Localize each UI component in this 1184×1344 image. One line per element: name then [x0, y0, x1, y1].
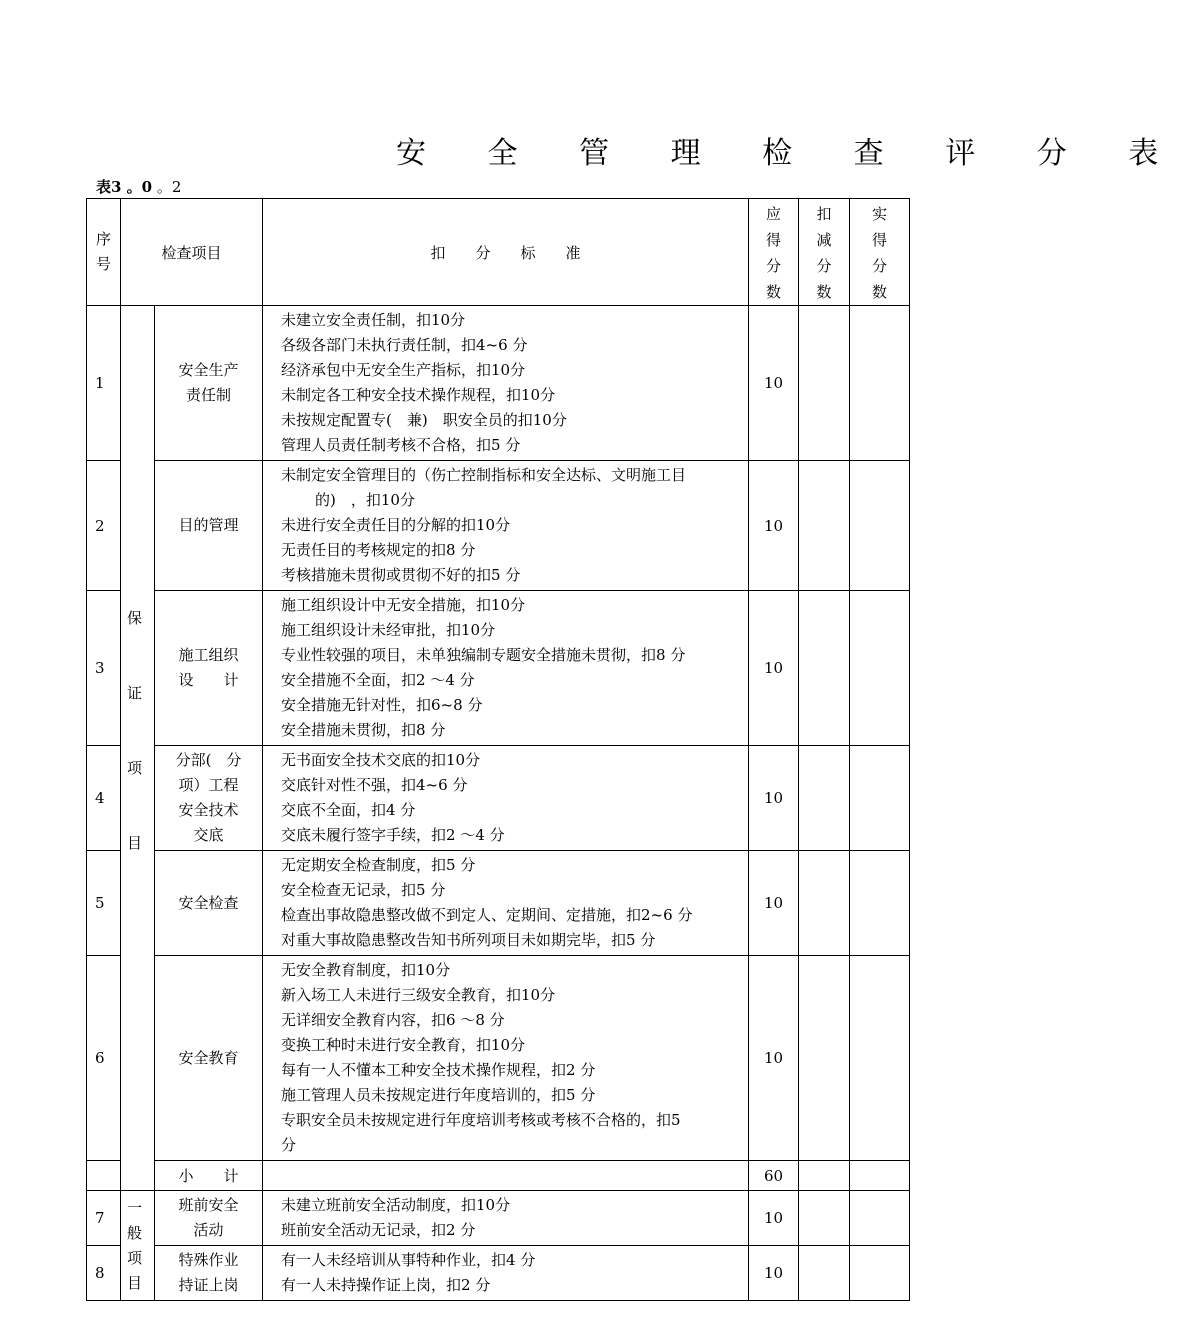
standard-line: 施工管理人员未按规定进行年度培训的，扣5 分 [281, 1086, 596, 1104]
row-actual [850, 591, 910, 746]
header-deduct [799, 199, 850, 306]
row-item-line: 责任制 [186, 386, 232, 404]
header-char: 分 [766, 257, 782, 275]
group-char: 般 [127, 1223, 143, 1242]
subtotal-actual [850, 1161, 910, 1191]
row-item-line: 分部( 分 [175, 751, 242, 769]
row-item [155, 1246, 263, 1301]
header-char: 数 [766, 283, 782, 301]
subtotal-standard [263, 1161, 749, 1191]
standard-line: 有一人未持操作证上岗，扣2 分 [281, 1276, 491, 1294]
row-deduct [799, 306, 850, 461]
standard-line: 安全措施未贯彻，扣8 分 [281, 721, 446, 739]
standard-line: 安全措施无针对性，扣6~8 分 [281, 696, 483, 714]
table-row [87, 461, 910, 591]
header-char: 应 [766, 205, 782, 223]
standard-line: 施工组织设计中无安全措施，扣10分 [281, 596, 526, 614]
row-deduct [799, 1246, 850, 1301]
standard-line: 交底不全面，扣4 分 [281, 801, 416, 819]
row-score: 10 [749, 591, 799, 746]
row-seq: 5 [87, 851, 121, 956]
row-item-line: 安全教育 [178, 1048, 239, 1067]
row-deduct [799, 1191, 850, 1246]
row-actual [850, 1191, 910, 1246]
standard-line: 交底针对性不强，扣4~6 分 [281, 776, 468, 794]
standard-line: 变换工种时未进行安全教育，扣10分 [281, 1036, 526, 1054]
row-standard [263, 746, 749, 851]
page-title: 安 全 管 理 检 查 评 分 表 [396, 136, 1184, 171]
standard-line: 交底未履行签字手续，扣2 ～4 分 [281, 826, 505, 844]
header-char: 实 [872, 205, 888, 223]
row-standard [263, 851, 749, 956]
header-char: 数 [816, 283, 832, 301]
row-seq: 7 [87, 1191, 121, 1246]
row-score: 10 [749, 306, 799, 461]
standard-line: 的) ，扣10分 [315, 491, 415, 509]
row-item-line: 安全技术 [178, 801, 239, 819]
row-standard [263, 1191, 749, 1246]
row-item-line: 项）工程 [178, 776, 239, 794]
header-char: 减 [816, 231, 832, 249]
standard-line: 无安全教育制度，扣10分 [281, 961, 451, 979]
row-seq: 2 [87, 461, 121, 591]
row-item [155, 591, 263, 746]
row-item-line: 施工组织 [178, 646, 239, 664]
row-item-line: 设 计 [178, 671, 239, 689]
standard-line: 新入场工人未进行三级安全教育，扣10分 [281, 986, 556, 1004]
row-actual [850, 1246, 910, 1301]
row-standard [263, 1246, 749, 1301]
subtotal-row [87, 1161, 910, 1191]
row-item-line: 活动 [193, 1221, 224, 1239]
subtotal-label: 小 计 [155, 1161, 263, 1191]
table-row [87, 851, 910, 956]
group-char: 目 [127, 1273, 143, 1292]
subtotal-score: 60 [749, 1161, 799, 1191]
row-seq: 3 [87, 591, 121, 746]
standard-line: 各级各部门未执行责任制，扣4~6 分 [281, 336, 528, 354]
row-item-line: 目的管理 [178, 516, 239, 534]
row-score: 10 [749, 851, 799, 956]
group-char: 项 [127, 759, 143, 777]
subtotal-seq [87, 1161, 121, 1191]
group-char: 目 [127, 834, 143, 852]
row-item [155, 461, 263, 591]
table-row [87, 1191, 910, 1246]
row-seq: 4 [87, 746, 121, 851]
row-item-line: 安全生产 [178, 361, 239, 379]
table-number: 表3 。0 。2 [96, 178, 182, 196]
score-table [86, 198, 910, 1301]
header-char: 分 [872, 257, 888, 275]
row-deduct [799, 746, 850, 851]
header-row [87, 199, 910, 306]
row-standard [263, 306, 749, 461]
row-score: 10 [749, 746, 799, 851]
header-should-score [749, 199, 799, 306]
standard-line: 安全措施不全面，扣2 ～4 分 [281, 671, 475, 689]
group-char: 一 [127, 1198, 143, 1217]
standard-line: 未建立安全责任制，扣10分 [281, 311, 466, 329]
row-item [155, 851, 263, 956]
row-item-line: 班前安全 [178, 1196, 239, 1214]
header-char: 分 [816, 257, 832, 275]
standard-line: 专业性较强的项目，未单独编制专题安全措施未贯彻，扣8 分 [281, 646, 686, 664]
row-item [155, 306, 263, 461]
row-deduct [799, 591, 850, 746]
row-score: 10 [749, 1246, 799, 1301]
table-row [87, 591, 910, 746]
group-guarantee [121, 306, 155, 1191]
table-row [87, 306, 910, 461]
row-standard [263, 956, 749, 1161]
row-actual [850, 956, 910, 1161]
table-row [87, 1246, 910, 1301]
header-seq: 序号 [87, 199, 121, 306]
standard-line: 未进行安全责任目的分解的扣10分 [281, 516, 511, 534]
table-row [87, 956, 910, 1161]
header-char: 数 [872, 283, 888, 301]
standard-line: 专职安全员未按规定进行年度培训考核或考核不合格的，扣5 [281, 1111, 681, 1129]
row-item [155, 1191, 263, 1246]
standard-line: 未建立班前安全活动制度，扣10分 [281, 1196, 511, 1214]
header-char: 得 [766, 231, 782, 249]
standard-line: 无责任目的考核规定的扣8 分 [281, 541, 476, 559]
group-char: 证 [127, 684, 143, 702]
standard-line: 分 [281, 1136, 297, 1154]
header-standard: 扣 分 标 准 [263, 199, 749, 306]
row-score: 10 [749, 1191, 799, 1246]
row-item-line: 安全检查 [178, 893, 239, 912]
standard-line: 考核措施未贯彻或贯彻不好的扣5 分 [281, 566, 521, 584]
standard-line: 有一人未经培训从事特种作业，扣4 分 [281, 1251, 536, 1269]
standard-line: 安全检查无记录，扣5 分 [281, 881, 446, 899]
row-score: 10 [749, 956, 799, 1161]
row-deduct [799, 851, 850, 956]
row-actual [850, 851, 910, 956]
row-item-line: 持证上岗 [178, 1276, 239, 1294]
row-score: 10 [749, 461, 799, 591]
standard-line: 班前安全活动无记录，扣2 分 [281, 1221, 476, 1239]
standard-line: 施工组织设计未经审批，扣10分 [281, 621, 496, 639]
standard-line: 每有一人不懂本工种安全技术操作规程，扣2 分 [281, 1061, 596, 1079]
row-actual [850, 746, 910, 851]
group-general [121, 1191, 155, 1301]
standard-line: 检查出事故隐患整改做不到定人、定期间、定措施，扣2~6 分 [281, 906, 693, 924]
standard-line: 无书面安全技术交底的扣10分 [281, 751, 481, 769]
row-actual [850, 461, 910, 591]
row-deduct [799, 956, 850, 1161]
row-item-line: 交底 [193, 826, 224, 844]
group-char: 项 [127, 1248, 143, 1267]
table-row [87, 746, 910, 851]
standard-line: 未制定各工种安全技术操作规程，扣10分 [281, 386, 556, 404]
standard-line: 管理人员责任制考核不合格，扣5 分 [281, 436, 521, 454]
row-standard [263, 591, 749, 746]
row-deduct [799, 461, 850, 591]
row-item [155, 746, 263, 851]
standard-line: 经济承包中无安全生产指标，扣10分 [281, 361, 526, 379]
row-item-line: 特殊作业 [178, 1251, 239, 1269]
standard-line: 未制定安全管理目的（伤亡控制指标和安全达标、文明施工目 [281, 466, 687, 484]
standard-line: 未按规定配置专( 兼) 职安全员的扣10分 [281, 411, 567, 429]
standard-line: 无定期安全检查制度，扣5 分 [281, 856, 476, 874]
row-seq: 6 [87, 956, 121, 1161]
row-actual [850, 306, 910, 461]
subtotal-deduct [799, 1161, 850, 1191]
header-char: 扣 [816, 205, 832, 223]
standard-line: 无详细安全教育内容，扣6 ～8 分 [281, 1011, 505, 1029]
row-seq: 8 [87, 1246, 121, 1301]
header-actual [850, 199, 910, 306]
group-char: 保 [127, 609, 143, 627]
row-item [155, 956, 263, 1161]
header-item: 检查项目 [121, 199, 263, 306]
row-seq: 1 [87, 306, 121, 461]
row-standard [263, 461, 749, 591]
standard-line: 对重大事故隐患整改告知书所列项目未如期完毕，扣5 分 [281, 931, 656, 949]
header-char: 得 [872, 231, 888, 249]
